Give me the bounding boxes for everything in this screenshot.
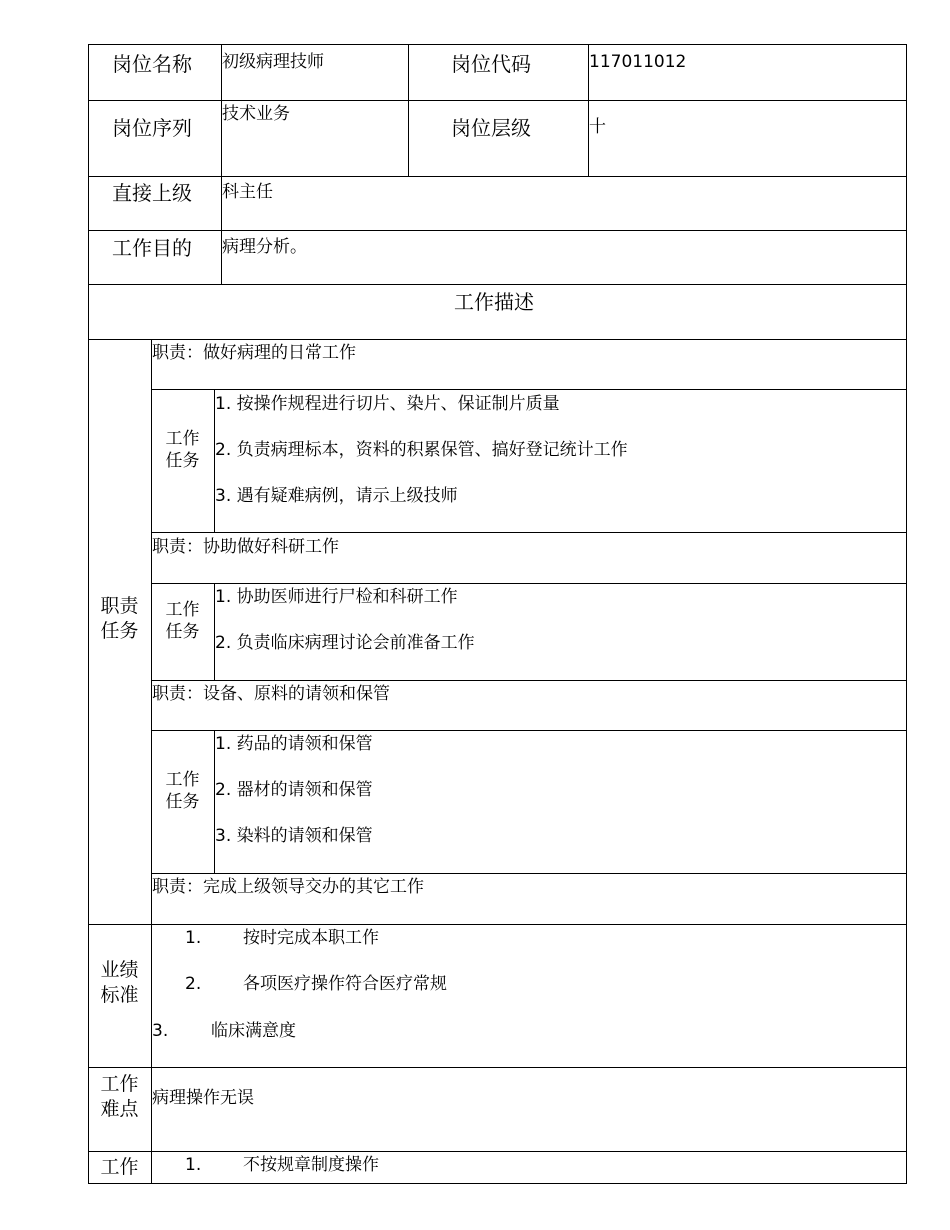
- duties-tasks-label-line-1: 职责: [100, 595, 139, 617]
- position-level-label: 岗位层级: [451, 116, 531, 140]
- performance-label-line-2: 标准: [100, 984, 139, 1006]
- duty-title: 职责：协助做好科研工作: [152, 537, 339, 557]
- task-item: 1. 协助医师进行尸检和科研工作: [215, 587, 458, 607]
- task-item: 2. 负责病理标本，资料的积累保管、搞好登记统计工作: [215, 440, 628, 460]
- difficulty-label-line-2: 难点: [100, 1098, 139, 1120]
- task-item: 1. 药品的请领和保管: [215, 734, 373, 754]
- task-item: 3. 染料的请领和保管: [215, 826, 373, 846]
- task-label-line-2: 任务: [165, 451, 200, 471]
- task-label-line-1: 工作: [165, 600, 200, 620]
- duties-tasks-label-line-2: 任务: [100, 620, 139, 642]
- performance-item-number: 2.: [185, 974, 202, 994]
- row-divider: [88, 1067, 907, 1068]
- performance-item-text: 临床满意度: [211, 1021, 296, 1041]
- performance-item-number: 3.: [152, 1021, 169, 1041]
- direct-superior-value: 科主任: [222, 182, 273, 202]
- performance-standard-label: [88, 958, 151, 1008]
- performance-item-number: 1.: [185, 928, 202, 948]
- position-name-value: 初级病理技师: [222, 52, 324, 72]
- performance-item-text: 各项医疗操作符合医疗常规: [243, 974, 447, 994]
- work-difficulty-label: [88, 1072, 151, 1122]
- duty-title: 职责：设备、原料的请领和保管: [152, 684, 390, 704]
- row-divider: [88, 339, 907, 340]
- task-label: [151, 599, 214, 643]
- row-divider: [88, 1151, 907, 1152]
- position-code-label: 岗位代码: [451, 52, 531, 76]
- task-item: 3. 遇有疑难病例，请示上级技师: [215, 486, 458, 506]
- row-divider: [88, 284, 907, 285]
- last-row-label: 工作: [100, 1156, 139, 1178]
- performance-item-text: 按时完成本职工作: [243, 928, 379, 948]
- work-description-title: 工作描述: [454, 290, 534, 314]
- work-difficulty-text: 病理操作无误: [152, 1088, 254, 1108]
- duty-title: 职责：做好病理的日常工作: [152, 343, 356, 363]
- job-description-table: [88, 44, 907, 1184]
- position-code-value: 117011012: [589, 52, 687, 72]
- task-label: [151, 428, 214, 472]
- task-label: [151, 769, 214, 813]
- row-divider: [151, 680, 907, 681]
- row-divider: [88, 100, 907, 101]
- row-divider: [88, 176, 907, 177]
- last-row-item-number: 1.: [185, 1155, 202, 1175]
- row-divider: [88, 924, 907, 925]
- position-name-label: 岗位名称: [112, 52, 192, 76]
- position-series-label: 岗位序列: [112, 116, 192, 140]
- performance-label-line-1: 业绩: [100, 959, 139, 981]
- work-purpose-label: 工作目的: [112, 236, 192, 260]
- duties-tasks-label: [88, 594, 151, 644]
- row-divider: [151, 873, 907, 874]
- col-divider: [408, 44, 409, 176]
- last-row-item-text: 不按规章制度操作: [243, 1155, 379, 1175]
- direct-superior-label: 直接上级: [112, 181, 192, 205]
- duty-title: 职责：完成上级领导交办的其它工作: [152, 877, 424, 897]
- row-divider: [88, 230, 907, 231]
- work-purpose-value: 病理分析。: [222, 237, 307, 257]
- task-item: 2. 器材的请领和保管: [215, 780, 373, 800]
- task-label-line-2: 任务: [165, 622, 200, 642]
- row-divider: [151, 730, 907, 731]
- row-divider: [151, 583, 907, 584]
- task-item: 2. 负责临床病理讨论会前准备工作: [215, 633, 475, 653]
- task-item: 1. 按操作规程进行切片、染片、保证制片质量: [215, 394, 560, 414]
- task-label-line-1: 工作: [165, 429, 200, 449]
- task-label-line-2: 任务: [165, 792, 200, 812]
- task-label-line-1: 工作: [165, 770, 200, 790]
- row-divider: [151, 532, 907, 533]
- position-series-value: 技术业务: [222, 104, 290, 124]
- position-level-value: 十: [589, 117, 606, 137]
- difficulty-label-line-1: 工作: [100, 1073, 139, 1095]
- row-divider: [151, 389, 907, 390]
